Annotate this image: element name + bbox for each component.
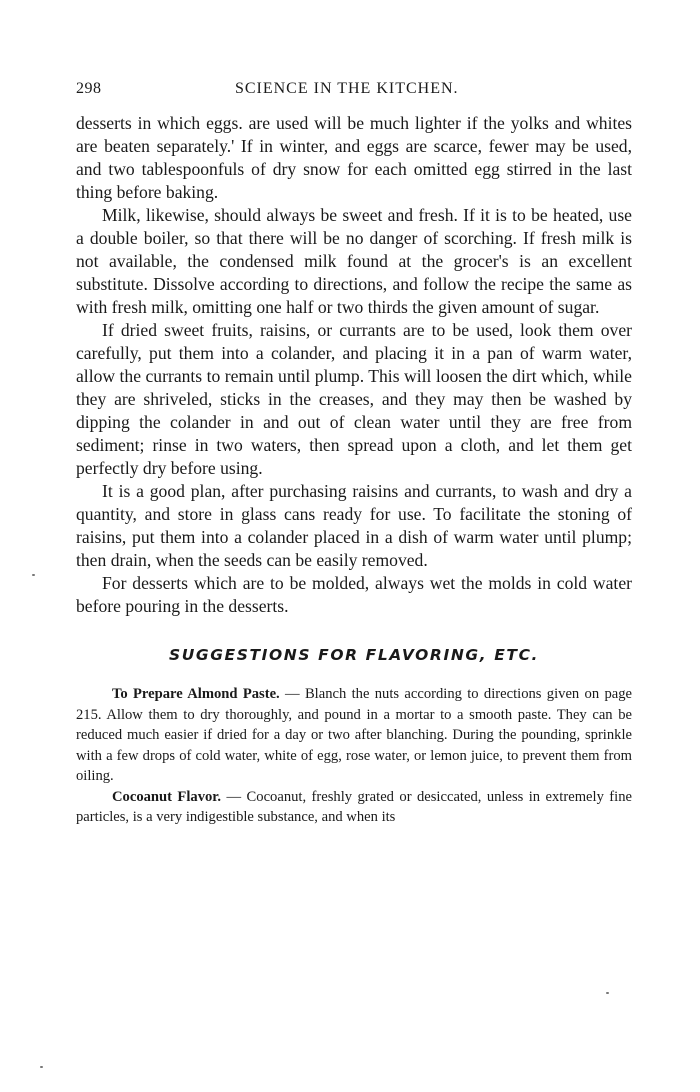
recipe-text: — Blanch the nuts according to directions given on page 215. Allow them to dry thoroughly, and pound in a mortar to a smooth paste. They can be reduced much easier if dried for a day or two after blanching. During the pounding, sprinkle with a few drops of cold water, white of egg, rose water, or lemon juice, to prevent them from oiling. <box>76 686 632 784</box>
paper-speck <box>40 1066 43 1068</box>
paragraph-eggs: desserts in which eggs. are used will be much lighter if the yolks and whites are beaten separately.' If in winter, and eggs are scarce, fewer may be used, and two tablespoonfuls of dry snow for each omitted egg stirred in the last thing before baking. <box>76 113 632 202</box>
page-number: 298 <box>76 80 102 97</box>
paragraph-milk: Milk, likewise, should always be sweet and fresh. If it is to be heated, use a double boiler, so that there will be no danger of scorching. If fresh milk is not available, the condensed milk found at the grocer's is an excellent substitute. Dissolve according to directions, and follow the recipe the same as with fresh milk, omitting one half or two thirds the given amount of sugar. <box>76 205 632 317</box>
paper-speck <box>32 574 35 576</box>
running-title: SCIENCE IN THE KITCHEN. <box>234 80 459 97</box>
section-heading: SUGGESTIONS FOR FLAVORING, ETC. <box>168 646 540 664</box>
recipe-almond-paste <box>76 684 632 787</box>
book-page <box>76 80 632 828</box>
recipe-cocoanut-flavor <box>76 787 632 828</box>
recipe-text: — Cocoanut, freshly grated or desiccated, unless in extremely fine particles, is a very indigestible substance, and when its <box>76 788 632 825</box>
paper-speck <box>606 992 609 994</box>
recipe-title: To Prepare Almond Paste. <box>112 686 280 702</box>
paragraph-molds: For desserts which are to be molded, always wet the molds in cold water before pouring in the desserts. <box>76 573 632 616</box>
paragraph-dried-fruits: If dried sweet fruits, raisins, or currants are to be used, look them over carefully, put them into a colander, and placing it in a pan of warm water, allow the currants to remain until plump. This will loosen the dirt which, while they are shriveled, sticks in the creases, and they may then be washed by dipping the colander in and out of clean water until they are free from sediment; rinse in two waters, then spread upon a cloth, and let them get perfectly dry before using. <box>76 320 632 478</box>
recipe-title: Cocoanut Flavor. <box>112 788 222 805</box>
page-header <box>76 80 632 98</box>
paragraph-raisins: It is a good plan, after purchasing raisins and currants, to wash and dry a quantity, and store in glass cans ready for use. To facilitate the stoning of raisins, put them into a colander placed in a dish of warm water until plump; then drain, when the seeds can be easily removed. <box>76 481 632 570</box>
